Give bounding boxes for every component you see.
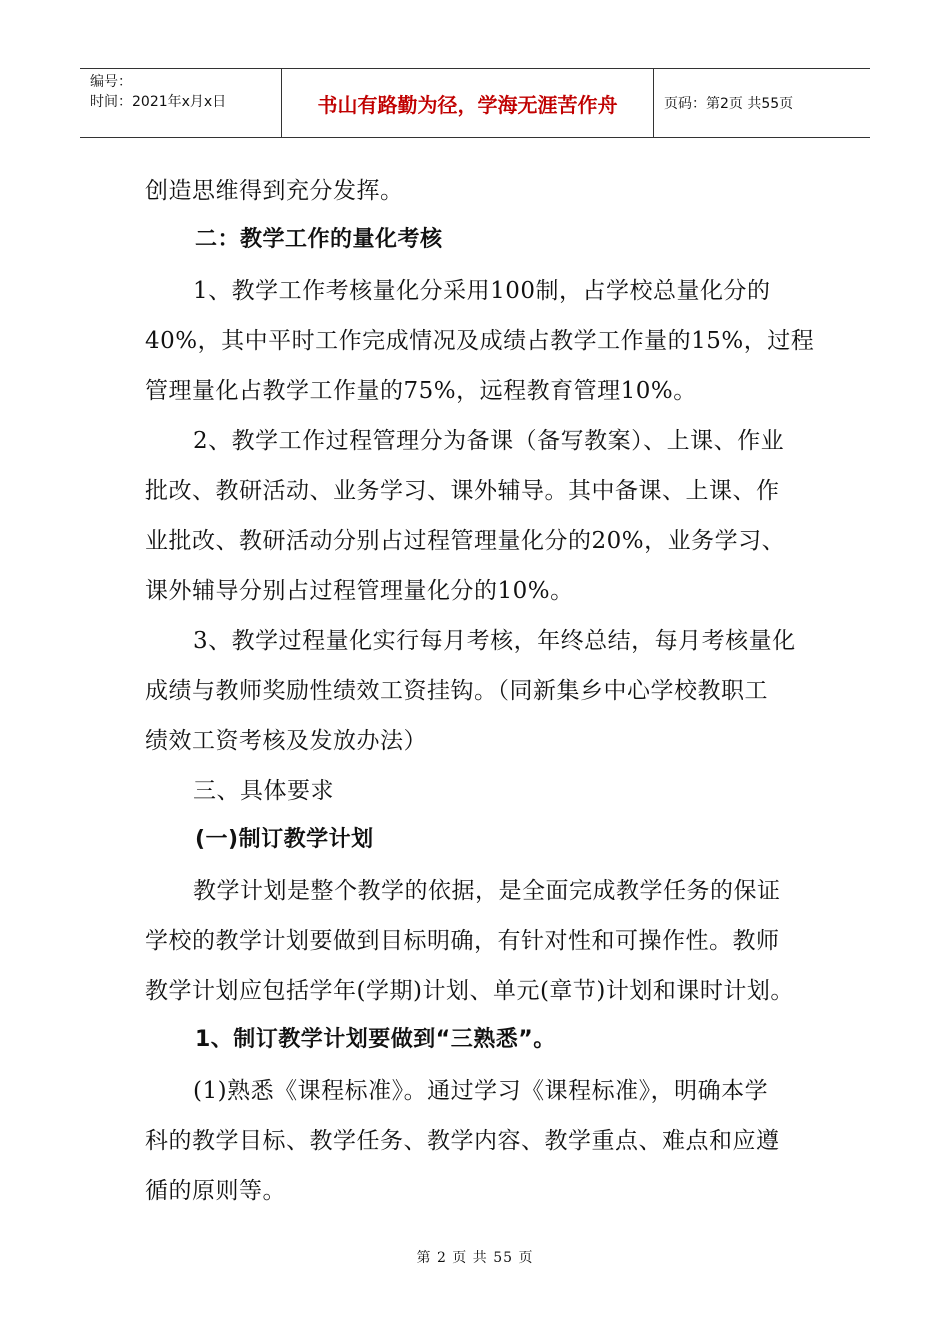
body-line: 教学计划是整个教学的依据，是全面完成教学任务的保证 [193,878,781,904]
body-line: 40%，其中平时工作完成情况及成绩占教学工作量的15%，过程 [145,328,815,354]
document-number-label: 编号： [90,74,132,90]
body-line: 3、教学过程量化实行每月考核，年终总结，每月考核量化 [193,628,796,654]
subsection-heading: 1、制订教学计划要做到“三熟悉”。 [195,1027,556,1052]
body-line: 业批改、教研活动分别占过程管理量化分的20%，业务学习、 [145,528,786,554]
body-line: 管理量化占教学工作量的75%，远程教育管理10%。 [145,378,697,404]
body-line: 2、教学工作过程管理分为备课（备写教案）、上课、作业 [193,428,785,454]
body-line: (1)熟悉《课程标准》。通过学习《课程标准》，明确本学 [193,1078,769,1104]
subsection-heading: (一)制订教学计划 [195,827,374,852]
body-line: 循的原则等。 [145,1178,286,1204]
body-line: 创造思维得到充分发挥。 [145,178,404,204]
body-line: 课外辅导分别占过程管理量化分的10%。 [145,578,574,604]
body-line: 1、教学工作考核量化分采用100制，占学校总量化分的 [193,278,771,304]
page-footer: 第 2 页 共 55 页 [416,1250,534,1266]
body-line: 学校的教学计划要做到目标明确，有针对性和可操作性。教师 [145,928,780,954]
header-meta-cell [80,69,282,137]
header-motto: 书山有路勤为径，学海无涯苦作舟 [282,69,654,137]
section-heading: 三、具体要求 [193,778,334,804]
document-date-label: 时间：2021年x月x日 [90,94,227,110]
body-line: 成绩与教师奖励性绩效工资挂钩。（同新集乡中心学校教职工 [145,678,768,704]
body-line: 绩效工资考核及发放办法） [145,728,427,754]
document-header [80,68,870,138]
section-heading: 二：教学工作的量化考核 [195,227,443,252]
header-page-label: 页码：第2页 共55页 [664,96,794,112]
body-line: 批改、教研活动、业务学习、课外辅导。其中备课、上课、作 [145,478,780,504]
body-line: 科的教学目标、教学任务、教学内容、教学重点、难点和应遵 [145,1128,780,1154]
body-line: 教学计划应包括学年(学期)计划、单元(章节)计划和课时计划。 [145,978,794,1004]
